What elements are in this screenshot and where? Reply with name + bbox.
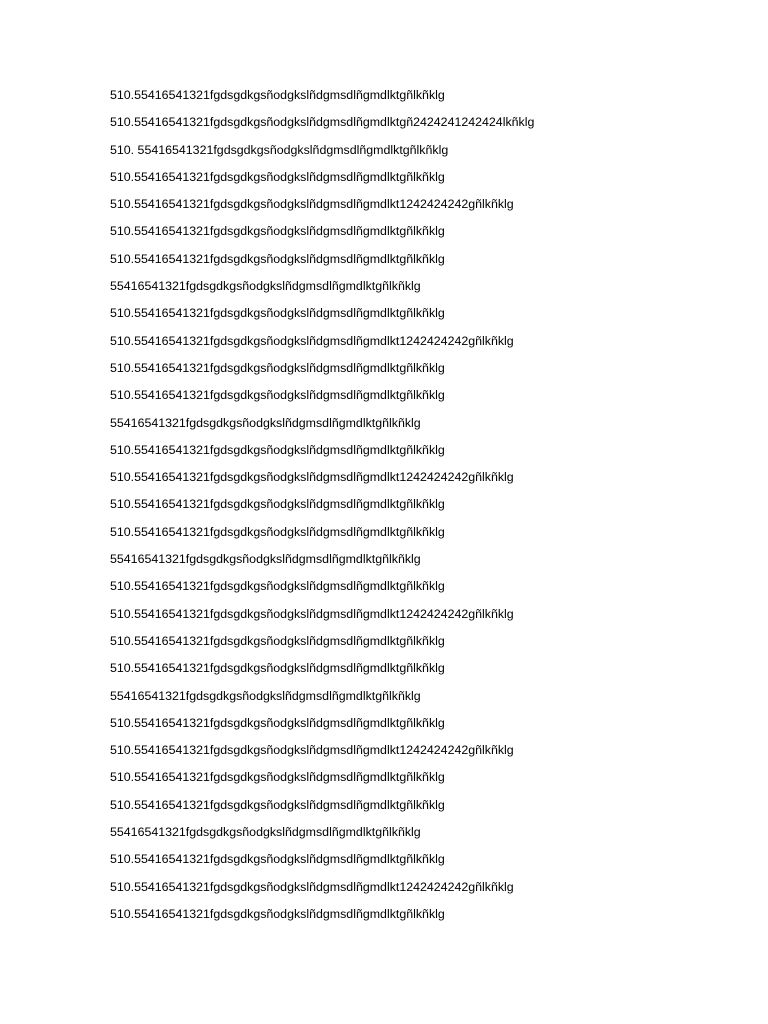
text-line: 510.55416541321fgdsgdkgsñodgkslñdgmsdlñgmdlkt1242424242gñlkñklg [110,743,514,758]
text-line: 510.55416541321fgdsgdkgsñodgkslñdgmsdlñgmdlktgñlkñklg [110,906,445,921]
text-line: 55416541321fgdsgdkgsñodgkslñdgmsdlñgmdlktgñlkñklg [110,552,421,567]
text-line: 510.55416541321fgdsgdkgsñodgkslñdgmsdlñgmdlktgñlkñklg [110,251,445,266]
text-line: 55416541321fgdsgdkgsñodgkslñdgmsdlñgmdlktgñlkñklg [110,279,421,294]
text-line: 55416541321fgdsgdkgsñodgkslñdgmsdlñgmdlktgñlkñklg [110,688,421,703]
text-line: 510.55416541321fgdsgdkgsñodgkslñdgmsdlñgmdlktgñlkñklg [110,852,445,867]
text-line: 510.55416541321fgdsgdkgsñodgkslñdgmsdlñgmdlktgñlkñklg [110,633,445,648]
text-line: 55416541321fgdsgdkgsñodgkslñdgmsdlñgmdlktgñlkñklg [110,415,421,430]
text-line: 510.55416541321fgdsgdkgsñodgkslñdgmsdlñgmdlktgñlkñklg [110,388,445,403]
text-line: 510.55416541321fgdsgdkgsñodgkslñdgmsdlñgmdlkt1242424242gñlkñklg [110,470,514,485]
text-line: 510.55416541321fgdsgdkgsñodgkslñdgmsdlñgmdlktgñlkñklg [110,224,445,239]
text-line: 510.55416541321fgdsgdkgsñodgkslñdgmsdlñgmdlktgñlkñklg [110,661,445,676]
text-line: 510.55416541321fgdsgdkgsñodgkslñdgmsdlñgmdlktgñlkñklg [110,88,445,102]
text-line: 510.55416541321fgdsgdkgsñodgkslñdgmsdlñgmdlktgñlkñklg [110,306,445,321]
text-line: 510.55416541321fgdsgdkgsñodgkslñdgmsdlñgmdlkt1242424242gñlkñklg [110,606,514,621]
text-line: 510.55416541321fgdsgdkgsñodgkslñdgmsdlñgmdlktgñlkñklg [110,360,445,375]
text-line: 510.55416541321fgdsgdkgsñodgkslñdgmsdlñgmdlktgñlkñklg [110,715,445,730]
text-line: 510.55416541321fgdsgdkgsñodgkslñdgmsdlñgmdlktgñlkñklg [110,797,445,812]
text-line: 510.55416541321fgdsgdkgsñodgkslñdgmsdlñgmdlktgñ2424241242424lkñklg [110,115,535,130]
text-line: 510.55416541321fgdsgdkgsñodgkslñdgmsdlñgmdlktgñlkñklg [110,497,445,512]
text-line: 510.55416541321fgdsgdkgsñodgkslñdgmsdlñgmdlkt1242424242gñlkñklg [110,333,514,348]
text-line: 510. 55416541321fgdsgdkgsñodgkslñdgmsdlñgmdlktgñlkñklg [110,142,449,157]
text-line: 510.55416541321fgdsgdkgsñodgkslñdgmsdlñgmdlktgñlkñklg [110,442,445,457]
text-line: 510.55416541321fgdsgdkgsñodgkslñdgmsdlñgmdlktgñlkñklg [110,770,445,785]
text-line: 510.55416541321fgdsgdkgsñodgkslñdgmsdlñgmdlktgñlkñklg [110,579,445,594]
text-line: 510.55416541321fgdsgdkgsñodgkslñdgmsdlñgmdlkt1242424242gñlkñklg [110,879,514,894]
text-line: 55416541321fgdsgdkgsñodgkslñdgmsdlñgmdlktgñlkñklg [110,825,421,840]
text-line: 510.55416541321fgdsgdkgsñodgkslñdgmsdlñgmdlkt1242424242gñlkñklg [110,197,514,212]
text-line: 510.55416541321fgdsgdkgsñodgkslñdgmsdlñgmdlktgñlkñklg [110,524,445,539]
text-line: 510.55416541321fgdsgdkgsñodgkslñdgmsdlñgmdlktgñlkñklg [110,169,445,184]
document-body [110,84,730,930]
